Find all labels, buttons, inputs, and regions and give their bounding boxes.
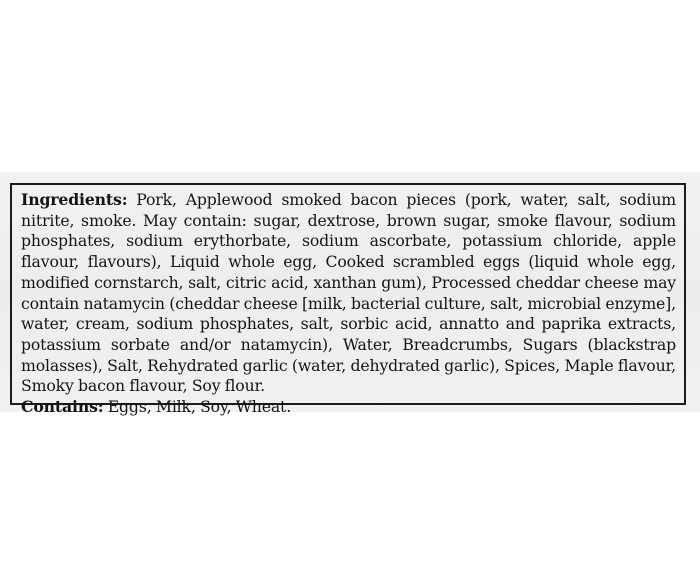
contains-paragraph	[21, 397, 676, 418]
ingredients-list: Pork, Applewood smoked bacon pieces (pork, water, salt, sodium nitrite, smoke. May contain: sugar, dextrose, brown sugar, smoke flavour, sodium phosphates, sodium erythorbate, sodium ascorbate, potassium chloride, apple flavour, flavours), Liquid whole egg, Cooked scrambled eggs (liquid whole egg, modified cornstarch, salt, citric acid, xanthan gum), Processed cheddar cheese may contain natamycin (cheddar cheese [milk, bacterial culture, salt, microbial enzyme], water, cream, sodium phosphates, salt, sorbic acid, annatto and paprika extracts, potassium sorbate and/or natamycin), Water, Breadcrumbs, Sugars (blackstrap molasses), Salt, Rehydrated garlic (water, dehydrated garlic), Spices, Maple flavour, Smoky bacon flavour, Soy flour.	[21, 190, 676, 396]
ingredients-paragraph	[21, 190, 676, 397]
ingredients-heading: Ingredients:	[21, 190, 128, 209]
contains-heading: Contains:	[21, 397, 104, 417]
ingredients-panel	[10, 183, 686, 417]
allergen-list: Eggs, Milk, Soy, Wheat.	[103, 397, 292, 417]
